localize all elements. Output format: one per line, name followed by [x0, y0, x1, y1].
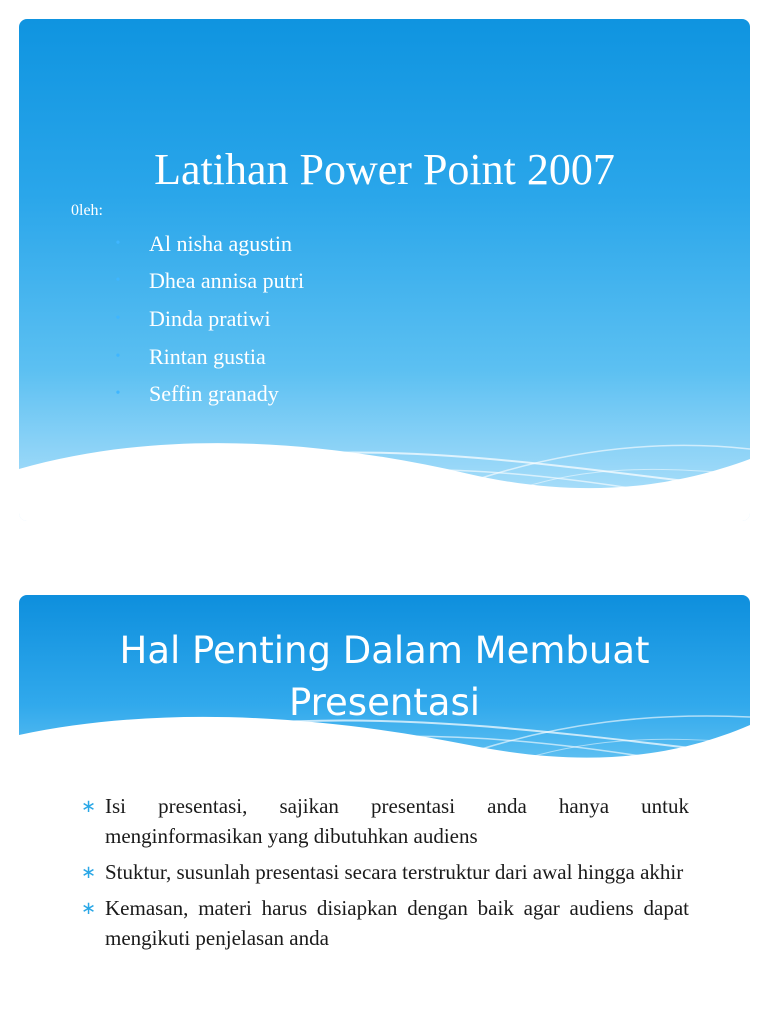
author-label: 0leh: [71, 202, 103, 219]
title-slide [19, 19, 750, 521]
asterisk-bullet-icon: ∗ [81, 796, 97, 816]
list-item [79, 791, 689, 851]
bullet-icon: • [115, 348, 121, 364]
list-item [109, 225, 304, 263]
list-item [79, 857, 689, 887]
author-name: Rintan gustia [149, 343, 266, 369]
author-name: Seffin granady [149, 381, 279, 407]
list-item [109, 263, 304, 301]
list-item [109, 338, 304, 376]
author-name: Dinda pratiwi [149, 305, 271, 331]
bullet-list [79, 791, 689, 959]
asterisk-bullet-icon: ∗ [81, 898, 97, 918]
slide-title: Hal Penting Dalam Membuat Presentasi [119, 629, 650, 724]
bullet-icon: • [115, 235, 121, 251]
content-slide [19, 595, 750, 995]
author-name: Dhea annisa putri [149, 268, 305, 294]
bullet-text: Isi presentasi, sajikan presentasi anda hanya untuk menginformasikan yang dibutuhkan audiens [105, 794, 689, 848]
bullet-icon: • [115, 310, 121, 326]
list-item [109, 375, 304, 413]
slide-title: Latihan Power Point 2007 [154, 145, 615, 194]
bullet-icon: • [115, 386, 121, 402]
list-item [109, 300, 304, 338]
bullet-icon: • [115, 273, 121, 289]
author-list [109, 225, 304, 413]
author-name: Al nisha agustin [149, 230, 292, 256]
list-item [79, 893, 689, 953]
bullet-text: Kemasan, materi harus disiapkan dengan baik agar audiens dapat mengikuti penjelasan anda [105, 896, 689, 950]
bullet-text: Stuktur, susunlah presentasi secara terstruktur dari awal hingga akhir [105, 860, 684, 884]
asterisk-bullet-icon: ∗ [81, 862, 97, 882]
